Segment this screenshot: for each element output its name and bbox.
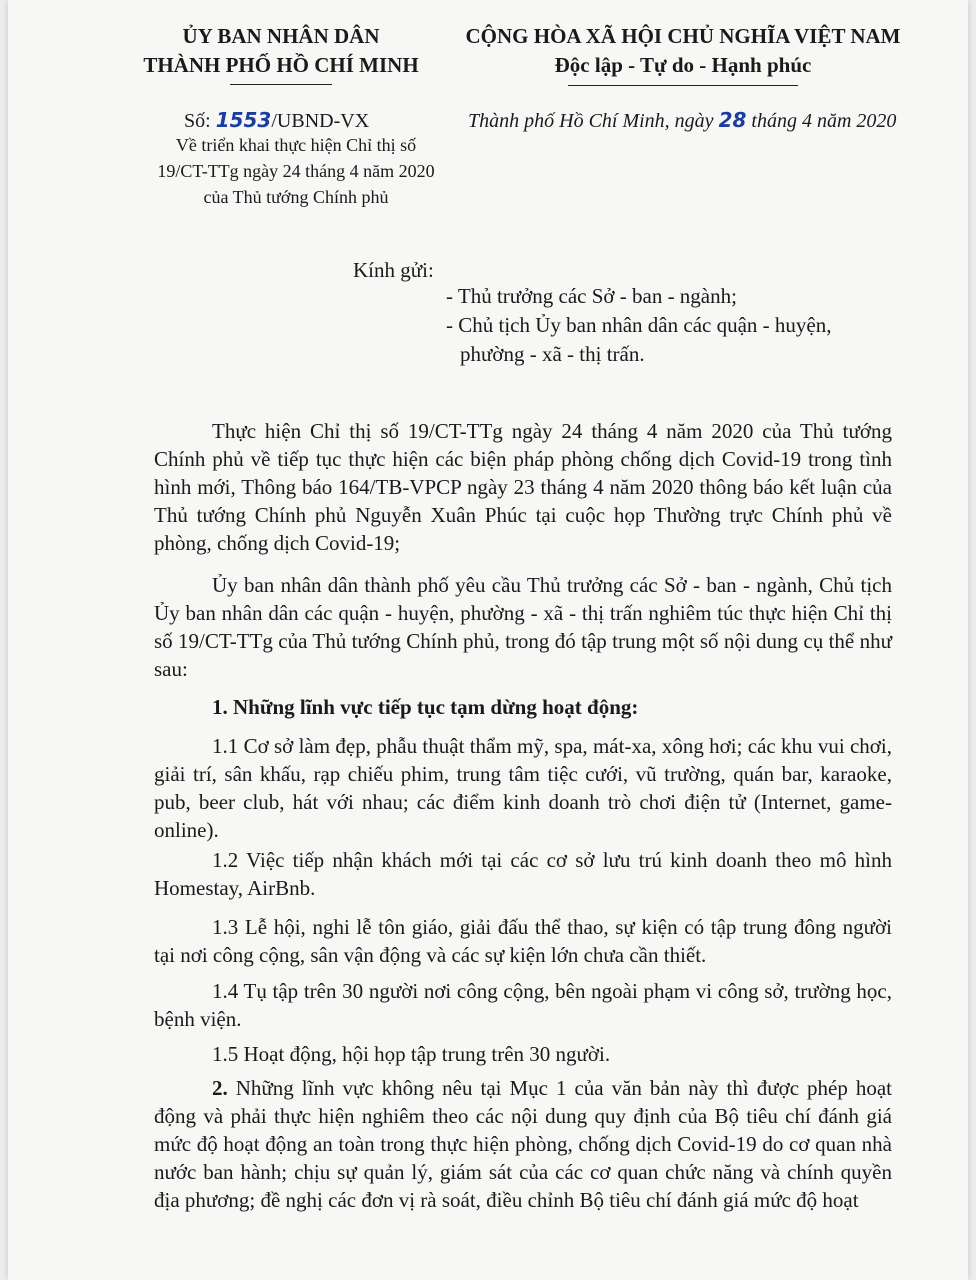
- authority-underline: [230, 84, 332, 85]
- recipient-2-cont: phường - xã - thị trấn.: [460, 342, 645, 366]
- issue-date-prefix: Thành phố Hồ Chí Minh, ngày: [468, 110, 719, 132]
- issuing-authority: [106, 22, 456, 80]
- document-subject: [128, 132, 464, 210]
- document-number: [184, 108, 369, 133]
- document-page: [8, 0, 968, 1280]
- recipient-2: - Chủ tịch Ủy ban nhân dân các quận - huyện,: [446, 313, 832, 337]
- item-1-4: 1.4 Tụ tập trên 30 người nơi công cộng, bên ngoài phạm vi công sở, trường học, bệnh viện.: [154, 979, 892, 1031]
- item-1-2: 1.2 Việc tiếp nhận khách mới tại các cơ sở lưu trú kinh doanh theo mô hình Homestay, AirBnb.: [154, 848, 892, 900]
- document-number-prefix: Số:: [184, 110, 216, 132]
- issue-date-suffix: tháng 4 năm 2020: [746, 110, 897, 132]
- section-1-heading: 1. Những lĩnh vực tiếp tục tạm dừng hoạt động:: [212, 695, 639, 719]
- recipients-label: Kính gửi:: [353, 258, 434, 282]
- subject-line3: của Thủ tướng Chính phủ: [203, 187, 389, 207]
- issuing-authority-line1: ỦY BAN NHÂN DÂN: [182, 24, 380, 48]
- subject-line1: Về triển khai thực hiện Chỉ thị số: [175, 135, 417, 155]
- section-2-paragraph: [154, 1074, 892, 1214]
- motto-underline: [568, 85, 798, 86]
- national-slogan: Độc lập - Tự do - Hạnh phúc: [554, 53, 812, 77]
- national-motto: [448, 22, 918, 80]
- issue-date: [468, 108, 896, 133]
- national-title: CỘNG HÒA XÃ HỘI CHỦ NGHĨA VIỆT NAM: [465, 24, 901, 48]
- subject-line2: 19/CT-TTg ngày 24 tháng 4 năm 2020: [157, 161, 435, 181]
- paragraph-intro: Thực hiện Chỉ thị số 19/CT-TTg ngày 24 tháng 4 năm 2020 của Thủ tướng Chính phủ về tiếp tục thực hiện các biện pháp phòng chống dịch Covid-19 trong tình hình mới, Thông báo 164/TB-VPCP ngày 23 tháng 4 năm 2020 thông báo kết luận của Thủ tướng Chính phủ Nguyễn Xuân Phúc tại cuộc họp Thường trực Chính phủ về phòng, chống dịch Covid-19;: [154, 419, 892, 555]
- section-2-text: Những lĩnh vực không nêu tại Mục 1 của văn bản này thì được phép hoạt động và phải thực hiện nghiêm theo các nội dung quy định của Bộ tiêu chí đánh giá mức độ hoạt động an toàn trong thực hiện phòng, chống dịch Covid-19 do cơ quan nhà nước ban hành; chịu sự quản lý, giám sát của các cơ quan chức năng và chính quyền địa phương; đề nghị các đơn vị rà soát, điều chỉnh Bộ tiêu chí đánh giá mức độ hoạt: [154, 1076, 892, 1212]
- recipient-1: - Thủ trưởng các Sở - ban - ngành;: [446, 284, 737, 308]
- issuing-authority-line2: THÀNH PHỐ HỒ CHÍ MINH: [143, 53, 419, 77]
- paragraph-request: Ủy ban nhân dân thành phố yêu cầu Thủ trưởng các Sở - ban - ngành, Chủ tịch Ủy ban nhân dân các quận - huyện, phường - xã - thị trấn nghiêm túc thực hiện Chỉ thị số 19/CT-TTg của Thủ tướng Chính phủ, trong đó tập trung một số nội dung cụ thể như sau:: [154, 573, 892, 681]
- item-1-5: 1.5 Hoạt động, hội họp tập trung trên 30 người.: [212, 1042, 611, 1066]
- issue-date-day: 28: [718, 108, 747, 132]
- section-2-number: 2.: [212, 1076, 228, 1100]
- item-1-3: 1.3 Lễ hội, nghi lễ tôn giáo, giải đấu thể thao, sự kiện có tập trung đông người tại nơi công cộng, sân vận động và các sự kiện lớn chưa cần thiết.: [154, 915, 892, 967]
- item-1-1: 1.1 Cơ sở làm đẹp, phẫu thuật thẩm mỹ, spa, mát-xa, xông hơi; các khu vui chơi, giải trí, sân khấu, rạp chiếu phim, trung tâm tiệc cưới, vũ trường, quán bar, karaoke, pub, beer club, hát với nhau; các điểm kinh doanh trò chơi điện tử (Internet, game-online).: [154, 734, 892, 842]
- document-number-handwritten: 1553: [215, 108, 272, 132]
- document-number-suffix: /UBND-VX: [271, 110, 370, 132]
